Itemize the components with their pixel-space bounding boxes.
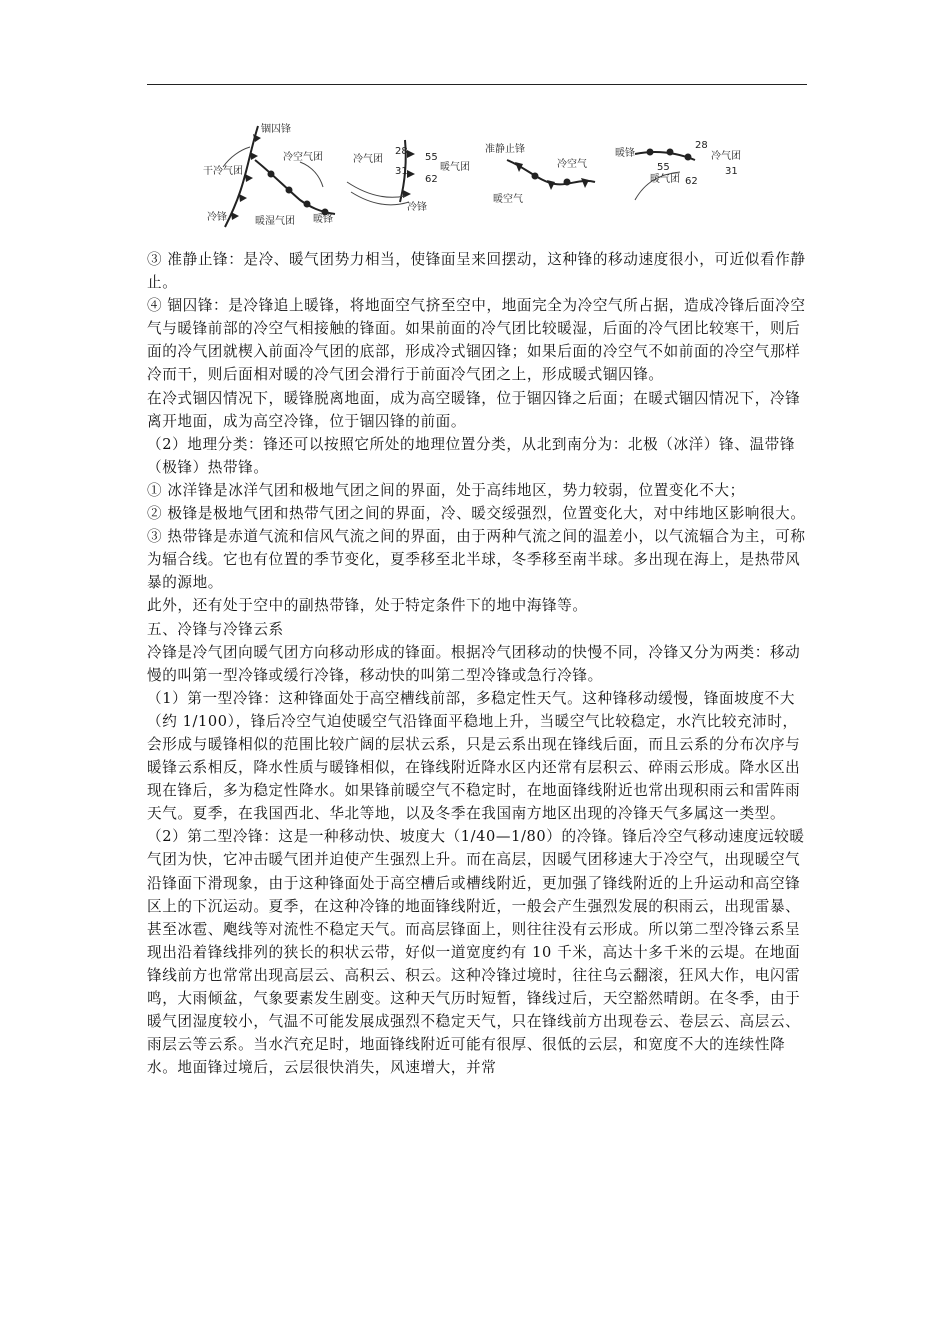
- front-semicircle: [667, 149, 674, 156]
- label-62: 62: [685, 176, 698, 187]
- paragraph: （1）第一型冷锋：这种锋面处于高空槽线前部，多稳定性天气。这种锋移动缓慢，锋面坡度不大（约 1/100），锋后冷空气迫使暖空气沿锋面平稳地上升，当暖空气比较稳定，水汽比较充沛时，会形成与暖锋相似的范围比较广阔的层状云系，只是云系出现在锋线后面，而且云系的分布次序与暖锋云系相反，降水性质与暖锋相似，在锋线附近降水区内还常有层积云、碎雨云形成。降水区出现在锋后，多为稳定性降水。如果锋前暖空气不稳定时，在地面锋线附近也常出现积雨云和雷阵雨天气。夏季，在我国西北、华北等地，以及冬季在我国南方地区出现的冷锋天气多属这一类型。: [147, 689, 801, 823]
- front-triangle: [245, 174, 253, 182]
- label-cold-air-mass: 冷空气团: [283, 152, 323, 163]
- paragraph: 此外，还有处于空中的副热带锋，处于特定条件下的地中海锋等。: [147, 597, 588, 615]
- label-28: 28: [695, 140, 708, 151]
- front-triangle: [403, 190, 411, 198]
- body-text: [147, 248, 807, 1079]
- front-triangle: [547, 180, 555, 190]
- paragraph: （2）第二型冷锋：这是一种移动快、坡度大（1/40—1/80）的冷锋。锋后冷空气移动速度远较暖气团为快，它冲击暖气团并迫使产生强烈上升。而在高层，因暖气团移速大于冷空气，出现暖空气沿锋面下滑现象，由于这种锋面处于高空槽后或槽线附近，更加强了锋线附近的上升运动和高空锋区上的下沉运动。夏季，在这种冷锋的地面锋线附近，一般会产生强烈发展的积雨云，出现雷暴、甚至冰雹、飑线等对流性不稳定天气。而高层锋面上，则往往没有云形成。所以第二型冷锋云系呈现出沿着锋线排列的狭长的积状云带，好似一道宽度约有 10 千米，高达十多千米的云堤。在地面锋线前方也常常出现高层云、高积云、积云。这种冷锋过境时，往往乌云翻滚，狂风大作，电闪雷鸣，大雨倾盆，气象要素发生剧变。这种天气历时短暂，锋线过后，天空豁然晴朗。在冬季，由于暖气团湿度较小，气温不可能发展成强烈不稳定天气，只在锋线前方出现卷云、卷层云、高层云、雨层云等云系。当水汽充足时，地面锋线附近可能有很厚、很低的云层，和宽度不大的连续性降水。地面锋过境后，云层很快消失，风速增大，并常: [147, 828, 805, 1077]
- flow-arrow: [223, 147, 250, 167]
- paragraph: ② 极锋是极地气团和热带气团之间的界面，冷、暖交绥强烈，位置变化大，对中纬地区影响很大。: [147, 505, 806, 523]
- label-28: 28: [395, 146, 408, 157]
- front-semicircle: [685, 154, 692, 161]
- label-warm-front: 暖锋: [313, 214, 333, 225]
- front-triangle: [407, 170, 415, 178]
- front-triangle: [239, 194, 247, 202]
- label-stationary-front: 准静止锋: [485, 144, 525, 155]
- label-warm-front: 暖锋: [615, 148, 635, 159]
- label-cold-mass: 冷气团: [711, 151, 741, 162]
- front-semicircle: [268, 171, 275, 178]
- paragraph: 冷锋是冷气团向暖气团方向移动形成的锋面。根据冷气团移动的快慢不同，冷锋又分为两类：移动慢的叫第一型冷锋或缓行冷锋，移动快的叫第二型冷锋或急行冷锋。: [147, 643, 801, 684]
- label-warm-moist-mass: 暖湿气团: [255, 216, 295, 227]
- label-55: 55: [657, 162, 670, 173]
- stationary-front-panel: [485, 142, 595, 205]
- front-semicircle: [647, 149, 654, 156]
- flow-arrow: [300, 162, 323, 187]
- label-cold-front: 冷锋: [407, 202, 427, 213]
- front-diagrams: [195, 112, 755, 232]
- label-cold-air: 冷空气: [557, 159, 587, 170]
- paragraph: ① 冰洋锋是冰洋气团和极地气团之间的界面，处于高纬地区，势力较弱，位置变化不大；: [147, 481, 745, 499]
- front-triangle: [581, 178, 589, 188]
- front-triangle: [250, 152, 258, 160]
- label-55: 55: [425, 152, 438, 163]
- front-semicircle: [564, 179, 571, 186]
- paragraph: ③ 热带锋是赤道气流和信风气流之间的界面，由于两种气流之间的温差小，以气流辐合为主，可称为辐合线。它也有位置的季节变化，夏季移至北半球，冬季移至南半球。多出现在海上，是热带风暴的源地。: [147, 528, 806, 592]
- label-warm-mass: 暖气团: [650, 174, 680, 185]
- front-semicircle: [532, 173, 539, 180]
- cold-front-panel: [347, 140, 470, 213]
- label-62: 62: [425, 174, 438, 185]
- front-diagrams-svg: [195, 112, 755, 232]
- label-31: 31: [725, 166, 738, 177]
- header-rule: [147, 84, 807, 85]
- paragraph: ③ 准静止锋：是冷、暖气团势力相当，使锋面呈来回摆动，这种锋的移动速度很小，可近似看作静止。: [147, 251, 806, 292]
- label-cold-mass: 冷气团: [353, 154, 383, 165]
- section-heading: 五、冷锋与冷锋云系: [147, 620, 284, 638]
- paragraph: ④ 锢囚锋：是冷锋追上暖锋，将地面空气挤至空中，地面完全为冷空气所占据，造成冷锋后面冷空气与暖锋前部的冷空气相接触的锋面。如果前面的冷气团比较暖湿，后面的冷气团比较寒干，则后面的冷气团就楔入前面冷气团的底部，形成冷式锢囚锋；如果后面的冷空气不如前面的冷空气那样冷而干，则后面相对暖的冷气团会滑行于前面冷气团之上，形成暖式锢囚锋。: [147, 297, 806, 384]
- warm-front-panel: [615, 140, 741, 200]
- label-warm-mass: 暖气团: [440, 162, 470, 173]
- front-triangle: [231, 212, 239, 220]
- front-semicircle: [304, 201, 311, 208]
- label-occluded-front: 锢囚锋: [261, 124, 291, 135]
- label-31: 31: [395, 166, 408, 177]
- paragraph: 在冷式锢囚情况下，暖锋脱离地面，成为高空暖锋，位于锢囚锋之后面；在暖式锢囚情况下，冷锋离开地面，成为高空冷锋，位于锢囚锋的前面。: [147, 389, 801, 430]
- front-semicircle: [286, 187, 293, 194]
- front-triangle: [407, 150, 415, 158]
- label-dry-cold-mass: 干冷气团: [203, 166, 243, 177]
- label-warm-air: 暖空气: [493, 194, 523, 205]
- paragraph: （2）地理分类：锋还可以按照它所处的地理位置分类，从北到南分为：北极（冰洋）锋、温带锋（极锋）热带锋。: [147, 435, 796, 476]
- label-cold-front: 冷锋: [207, 212, 227, 223]
- occluded-front-panel: [203, 122, 335, 227]
